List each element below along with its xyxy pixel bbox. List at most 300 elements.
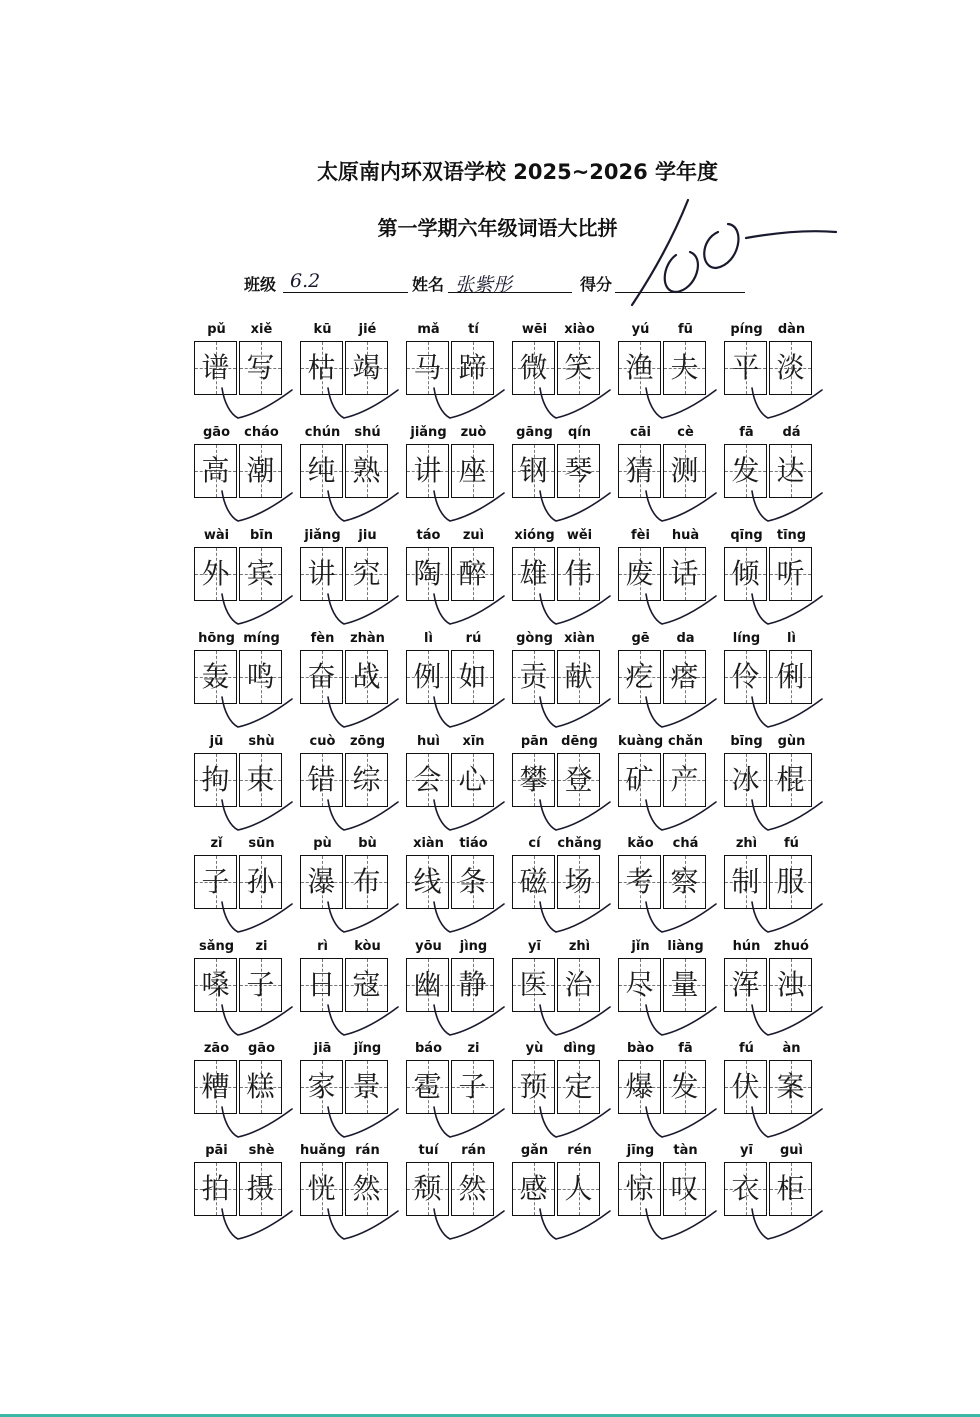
tianzige-box bbox=[345, 753, 388, 807]
word-item bbox=[406, 322, 496, 410]
word-item bbox=[724, 631, 814, 719]
pinyin-syllable: mǎ bbox=[417, 322, 440, 337]
tianzige-box bbox=[406, 958, 449, 1012]
answer-character: 俐 bbox=[776, 660, 805, 693]
answer-character: 雄 bbox=[519, 557, 548, 590]
pinyin-syllable: kǎo bbox=[627, 836, 654, 851]
word-item bbox=[300, 425, 390, 513]
pinyin-syllable: xióng bbox=[514, 528, 555, 543]
answer-character: 外 bbox=[201, 557, 230, 590]
word-item bbox=[194, 734, 284, 822]
tianzige-box bbox=[769, 753, 812, 807]
word-item bbox=[512, 734, 602, 822]
answer-character: 布 bbox=[352, 865, 381, 898]
answer-character: 轰 bbox=[201, 660, 230, 693]
answer-character: 幽 bbox=[413, 968, 442, 1001]
word-item bbox=[512, 528, 602, 616]
tianzige-box bbox=[239, 753, 282, 807]
pinyin-syllable: gòng bbox=[516, 631, 553, 646]
tianzige-box bbox=[724, 753, 767, 807]
pinyin-syllable: gāng bbox=[516, 425, 553, 440]
answer-character: 贡 bbox=[519, 660, 548, 693]
answer-character: 子 bbox=[246, 968, 275, 1001]
pinyin-syllable: da bbox=[676, 631, 695, 646]
tianzige-box bbox=[451, 547, 494, 601]
pinyin-syllable: shè bbox=[248, 1143, 275, 1158]
answer-character: 蹄 bbox=[458, 351, 487, 384]
tianzige-box bbox=[194, 444, 237, 498]
tianzige-box bbox=[345, 855, 388, 909]
pinyin-syllable: àn bbox=[782, 1041, 801, 1056]
tianzige-box bbox=[512, 341, 555, 395]
word-item bbox=[618, 836, 708, 924]
answer-character: 景 bbox=[352, 1070, 381, 1103]
tianzige-box bbox=[512, 547, 555, 601]
answer-character: 产 bbox=[670, 763, 699, 796]
pinyin-syllable: tàn bbox=[673, 1143, 698, 1158]
answer-character: 座 bbox=[458, 454, 487, 487]
pinyin-syllable: bào bbox=[626, 1041, 654, 1056]
tianzige-box bbox=[451, 1162, 494, 1216]
tianzige-box bbox=[557, 444, 600, 498]
tianzige-box bbox=[663, 650, 706, 704]
answer-character: 静 bbox=[458, 968, 487, 1001]
pinyin-syllable: xiàn bbox=[413, 836, 444, 851]
word-item bbox=[194, 1041, 284, 1129]
tianzige-box bbox=[557, 650, 600, 704]
tianzige-box bbox=[406, 855, 449, 909]
tianzige-box bbox=[300, 1162, 343, 1216]
pinyin-syllable: pù bbox=[313, 836, 332, 851]
tianzige-box bbox=[239, 1060, 282, 1114]
answer-character: 笑 bbox=[564, 351, 593, 384]
answer-character: 淡 bbox=[776, 351, 805, 384]
pinyin-syllable: jié bbox=[358, 322, 377, 337]
answer-character: 竭 bbox=[352, 351, 381, 384]
answer-character: 孙 bbox=[246, 865, 275, 898]
answer-character: 讲 bbox=[413, 454, 442, 487]
tianzige-box bbox=[406, 1162, 449, 1216]
answer-character: 会 bbox=[413, 763, 442, 796]
tianzige-box bbox=[512, 1162, 555, 1216]
pinyin-syllable: cuò bbox=[309, 734, 336, 749]
pinyin-syllable: jiǎng bbox=[410, 425, 447, 440]
pinyin-syllable: cāi bbox=[630, 425, 651, 440]
word-item bbox=[618, 734, 708, 822]
pinyin-syllable: dìng bbox=[563, 1041, 596, 1056]
answer-character: 矿 bbox=[625, 763, 654, 796]
answer-character: 心 bbox=[458, 763, 487, 796]
word-item bbox=[406, 836, 496, 924]
pinyin-syllable: gùn bbox=[777, 734, 806, 749]
answer-character: 尽 bbox=[625, 968, 654, 1001]
tianzige-box bbox=[663, 547, 706, 601]
tianzige-box bbox=[769, 958, 812, 1012]
tianzige-box bbox=[239, 444, 282, 498]
word-item bbox=[724, 1041, 814, 1129]
pinyin-syllable: liàng bbox=[667, 939, 704, 954]
answer-character: 场 bbox=[564, 865, 593, 898]
pinyin-syllable: yōu bbox=[415, 939, 442, 954]
pinyin-syllable: gāo bbox=[247, 1041, 275, 1056]
answer-character: 伟 bbox=[564, 557, 593, 590]
word-item bbox=[300, 1041, 390, 1129]
pinyin-syllable: jiā bbox=[313, 1041, 332, 1056]
answer-character: 瀑 bbox=[307, 865, 336, 898]
answer-character: 磁 bbox=[519, 865, 548, 898]
tianzige-box bbox=[451, 1060, 494, 1114]
answer-character: 拍 bbox=[201, 1172, 230, 1205]
pinyin-syllable: xīn bbox=[462, 734, 485, 749]
answer-character: 伏 bbox=[731, 1070, 760, 1103]
pinyin-syllable: gāo bbox=[202, 425, 230, 440]
pinyin-syllable: hōng bbox=[198, 631, 235, 646]
pinyin-syllable: yī bbox=[528, 939, 541, 954]
tianzige-box bbox=[724, 1060, 767, 1114]
answer-character: 惊 bbox=[625, 1172, 654, 1205]
word-item bbox=[512, 322, 602, 410]
tianzige-box bbox=[512, 753, 555, 807]
word-item bbox=[300, 1143, 390, 1231]
tianzige-box bbox=[769, 1060, 812, 1114]
word-item bbox=[724, 939, 814, 1027]
word-item bbox=[194, 631, 284, 719]
pinyin-syllable: zi bbox=[255, 939, 268, 954]
pinyin-syllable: huà bbox=[671, 528, 700, 543]
tianzige-box bbox=[618, 958, 661, 1012]
word-item bbox=[194, 528, 284, 616]
answer-character: 医 bbox=[519, 968, 548, 1001]
pinyin-syllable: chá bbox=[672, 836, 699, 851]
tianzige-box bbox=[557, 753, 600, 807]
answer-character: 渔 bbox=[625, 351, 654, 384]
tianzige-box bbox=[406, 650, 449, 704]
answer-character: 谱 bbox=[201, 351, 230, 384]
answer-character: 究 bbox=[352, 557, 381, 590]
pinyin-syllable: qīng bbox=[730, 528, 763, 543]
answer-character: 献 bbox=[564, 660, 593, 693]
tianzige-box bbox=[194, 855, 237, 909]
tianzige-box bbox=[769, 855, 812, 909]
answer-character: 测 bbox=[670, 454, 699, 487]
tianzige-box bbox=[618, 1060, 661, 1114]
answer-character: 治 bbox=[564, 968, 593, 1001]
class-value: 6.2 bbox=[290, 270, 321, 292]
tianzige-box bbox=[663, 753, 706, 807]
tianzige-box bbox=[239, 1162, 282, 1216]
pinyin-syllable: zhàn bbox=[350, 631, 385, 646]
answer-character: 摄 bbox=[246, 1172, 275, 1205]
pinyin-syllable: líng bbox=[732, 631, 761, 646]
name-value: 张紫彤 bbox=[455, 274, 513, 296]
answer-character: 定 bbox=[564, 1070, 593, 1103]
tianzige-box bbox=[345, 444, 388, 498]
school-title: 太原南内环双语学校 2025~2026 学年度 bbox=[316, 160, 719, 184]
answer-character: 感 bbox=[519, 1172, 548, 1205]
pinyin-syllable: wēi bbox=[521, 322, 548, 337]
pinyin-syllable: kuàng bbox=[618, 734, 664, 749]
answer-character: 枯 bbox=[307, 351, 336, 384]
word-item bbox=[300, 631, 390, 719]
tianzige-box bbox=[769, 650, 812, 704]
word-item bbox=[406, 939, 496, 1027]
tianzige-box bbox=[618, 753, 661, 807]
answer-character: 服 bbox=[776, 865, 805, 898]
tianzige-box bbox=[345, 1060, 388, 1114]
tianzige-box bbox=[618, 341, 661, 395]
answer-character: 考 bbox=[625, 865, 654, 898]
answer-character: 束 bbox=[246, 763, 275, 796]
tianzige-box bbox=[557, 958, 600, 1012]
word-item bbox=[300, 322, 390, 410]
word-item bbox=[194, 836, 284, 924]
tianzige-box bbox=[194, 958, 237, 1012]
pinyin-syllable: fā bbox=[678, 1041, 693, 1056]
word-item bbox=[724, 425, 814, 513]
answer-character: 然 bbox=[458, 1172, 487, 1205]
answer-character: 钢 bbox=[519, 454, 548, 487]
word-item bbox=[512, 631, 602, 719]
pinyin-syllable: báo bbox=[414, 1041, 442, 1056]
answer-character: 如 bbox=[458, 660, 487, 693]
answer-character: 例 bbox=[413, 660, 442, 693]
tianzige-box bbox=[512, 1060, 555, 1114]
tianzige-box bbox=[194, 1162, 237, 1216]
pinyin-syllable: rén bbox=[567, 1143, 592, 1158]
answer-character: 冰 bbox=[731, 763, 760, 796]
answer-character: 高 bbox=[201, 454, 230, 487]
tianzige-box bbox=[557, 855, 600, 909]
word-item bbox=[618, 1143, 708, 1231]
pinyin-syllable: yú bbox=[631, 322, 650, 337]
pinyin-syllable: cí bbox=[528, 836, 541, 851]
pinyin-syllable: míng bbox=[243, 631, 280, 646]
pinyin-syllable: xiě bbox=[250, 322, 273, 337]
pinyin-syllable: gē bbox=[631, 631, 650, 646]
word-item bbox=[194, 322, 284, 410]
word-item bbox=[512, 1143, 602, 1231]
pinyin-syllable: sǎng bbox=[198, 939, 235, 954]
pinyin-syllable: pǔ bbox=[207, 322, 226, 337]
pinyin-syllable: zuì bbox=[462, 528, 485, 543]
tianzige-box bbox=[239, 341, 282, 395]
answer-character: 恍 bbox=[307, 1172, 336, 1205]
pinyin-syllable: tīng bbox=[776, 528, 807, 543]
class-label: 班级 bbox=[244, 275, 277, 294]
word-item bbox=[618, 322, 708, 410]
pinyin-syllable: kū bbox=[313, 322, 332, 337]
pinyin-syllable: shù bbox=[248, 734, 275, 749]
word-item bbox=[724, 734, 814, 822]
answer-character: 综 bbox=[352, 763, 381, 796]
pinyin-syllable: bīn bbox=[249, 528, 274, 543]
answer-character: 登 bbox=[564, 763, 593, 796]
tianzige-box bbox=[239, 855, 282, 909]
tianzige-box bbox=[663, 958, 706, 1012]
tianzige-box bbox=[663, 444, 706, 498]
pinyin-syllable: xiàn bbox=[564, 631, 595, 646]
answer-character: 奋 bbox=[307, 660, 336, 693]
tianzige-box bbox=[239, 650, 282, 704]
tianzige-box bbox=[345, 650, 388, 704]
tianzige-box bbox=[512, 958, 555, 1012]
tianzige-box bbox=[618, 1162, 661, 1216]
answer-character: 写 bbox=[246, 351, 275, 384]
tianzige-box bbox=[618, 650, 661, 704]
word-item bbox=[724, 528, 814, 616]
answer-character: 颓 bbox=[413, 1172, 442, 1205]
pinyin-syllable: hún bbox=[732, 939, 761, 954]
tianzige-box bbox=[406, 341, 449, 395]
tianzige-box bbox=[663, 1162, 706, 1216]
tianzige-box bbox=[451, 650, 494, 704]
pinyin-syllable: sūn bbox=[248, 836, 275, 851]
tianzige-box bbox=[451, 855, 494, 909]
answer-character: 线 bbox=[413, 865, 442, 898]
tianzige-box bbox=[769, 1162, 812, 1216]
tianzige-box bbox=[194, 1060, 237, 1114]
answer-character: 讲 bbox=[307, 557, 336, 590]
tianzige-box bbox=[557, 1060, 600, 1114]
answer-character: 潮 bbox=[246, 454, 275, 487]
answer-character: 糟 bbox=[201, 1070, 230, 1103]
answer-character: 人 bbox=[564, 1172, 593, 1205]
tianzige-box bbox=[451, 341, 494, 395]
pinyin-syllable: xiào bbox=[564, 322, 595, 337]
tianzige-box bbox=[345, 1162, 388, 1216]
answer-character: 疙 bbox=[625, 660, 654, 693]
tianzige-box bbox=[345, 341, 388, 395]
pinyin-syllable: zhuó bbox=[773, 939, 809, 954]
pinyin-syllable: bīng bbox=[730, 734, 763, 749]
tianzige-box bbox=[663, 341, 706, 395]
answer-character: 条 bbox=[458, 865, 487, 898]
answer-character: 寇 bbox=[352, 968, 381, 1001]
pinyin-syllable: píng bbox=[730, 322, 763, 337]
answer-character: 爆 bbox=[625, 1070, 654, 1103]
tianzige-box bbox=[406, 547, 449, 601]
answer-character: 纯 bbox=[307, 454, 336, 487]
pinyin-syllable: jǐng bbox=[353, 1041, 382, 1056]
pinyin-syllable: cháo bbox=[244, 425, 279, 440]
tianzige-box bbox=[769, 341, 812, 395]
pinyin-syllable: tí bbox=[468, 322, 479, 337]
pinyin-syllable: chǎn bbox=[668, 734, 703, 749]
tianzige-box bbox=[724, 1162, 767, 1216]
pinyin-syllable: pāi bbox=[205, 1143, 228, 1158]
pinyin-syllable: jū bbox=[209, 734, 224, 749]
answer-character: 错 bbox=[307, 763, 336, 796]
tianzige-box bbox=[557, 547, 600, 601]
tianzige-box bbox=[724, 341, 767, 395]
pinyin-syllable: zhì bbox=[568, 939, 591, 954]
pinyin-syllable: zi bbox=[467, 1041, 480, 1056]
tianzige-box bbox=[512, 444, 555, 498]
name-label: 姓名 bbox=[412, 275, 445, 294]
answer-character: 鸣 bbox=[246, 660, 275, 693]
pinyin-syllable: rán bbox=[355, 1143, 380, 1158]
answer-character: 马 bbox=[413, 351, 442, 384]
tianzige-box bbox=[194, 341, 237, 395]
pinyin-syllable: zhì bbox=[735, 836, 758, 851]
word-item bbox=[300, 939, 390, 1027]
word-item bbox=[194, 1143, 284, 1231]
tianzige-box bbox=[300, 444, 343, 498]
answer-character: 棍 bbox=[776, 763, 805, 796]
word-item bbox=[406, 528, 496, 616]
tianzige-box bbox=[300, 341, 343, 395]
word-item bbox=[618, 939, 708, 1027]
answer-character: 陶 bbox=[413, 557, 442, 590]
tianzige-box bbox=[618, 444, 661, 498]
tianzige-box bbox=[194, 650, 237, 704]
score-label: 得分 bbox=[580, 275, 613, 294]
worksheet-subtitle: 第一学期六年级词语大比拼 bbox=[377, 216, 618, 240]
tianzige-box bbox=[724, 958, 767, 1012]
word-item bbox=[406, 734, 496, 822]
answer-character: 话 bbox=[670, 557, 699, 590]
answer-character: 衣 bbox=[731, 1172, 760, 1205]
answer-character: 然 bbox=[352, 1172, 381, 1205]
tianzige-box bbox=[618, 547, 661, 601]
pinyin-syllable: dàn bbox=[777, 322, 806, 337]
answer-character: 量 bbox=[670, 968, 699, 1001]
answer-character: 熟 bbox=[352, 454, 381, 487]
tianzige-box bbox=[451, 753, 494, 807]
tianzige-box bbox=[663, 855, 706, 909]
answer-character: 平 bbox=[731, 351, 760, 384]
pinyin-syllable: fèi bbox=[631, 528, 650, 543]
pinyin-syllable: zǐ bbox=[210, 836, 223, 851]
word-item bbox=[512, 939, 602, 1027]
tianzige-box bbox=[724, 650, 767, 704]
pinyin-syllable: jìng bbox=[459, 939, 488, 954]
pinyin-syllable: dēng bbox=[561, 734, 598, 749]
answer-character: 拘 bbox=[201, 763, 230, 796]
tianzige-box bbox=[194, 547, 237, 601]
pinyin-syllable: qín bbox=[567, 425, 592, 440]
answer-character: 柜 bbox=[776, 1172, 805, 1205]
answer-character: 雹 bbox=[413, 1070, 442, 1103]
tianzige-box bbox=[769, 444, 812, 498]
word-item bbox=[618, 425, 708, 513]
pinyin-syllable: jīng bbox=[626, 1143, 655, 1158]
tianzige-box bbox=[194, 753, 237, 807]
tianzige-box bbox=[300, 753, 343, 807]
pinyin-syllable: lì bbox=[787, 631, 796, 646]
pinyin-syllable: huì bbox=[417, 734, 440, 749]
tianzige-box bbox=[724, 547, 767, 601]
tianzige-box bbox=[345, 547, 388, 601]
pinyin-syllable: cè bbox=[677, 425, 694, 440]
word-item bbox=[618, 528, 708, 616]
word-item bbox=[724, 1143, 814, 1231]
tianzige-box bbox=[300, 958, 343, 1012]
pinyin-syllable: dá bbox=[782, 425, 801, 440]
answer-character: 瘩 bbox=[670, 660, 699, 693]
answer-character: 日 bbox=[307, 968, 336, 1001]
pinyin-syllable: kòu bbox=[354, 939, 381, 954]
answer-character: 嗓 bbox=[201, 968, 230, 1001]
pinyin-syllable: jiu bbox=[358, 528, 377, 543]
pinyin-syllable: tuí bbox=[418, 1143, 439, 1158]
tianzige-box bbox=[451, 958, 494, 1012]
tianzige-box bbox=[300, 1060, 343, 1114]
answer-character: 听 bbox=[776, 557, 805, 590]
tianzige-box bbox=[300, 547, 343, 601]
pinyin-syllable: zōng bbox=[349, 734, 386, 749]
pinyin-syllable: pān bbox=[520, 734, 549, 749]
